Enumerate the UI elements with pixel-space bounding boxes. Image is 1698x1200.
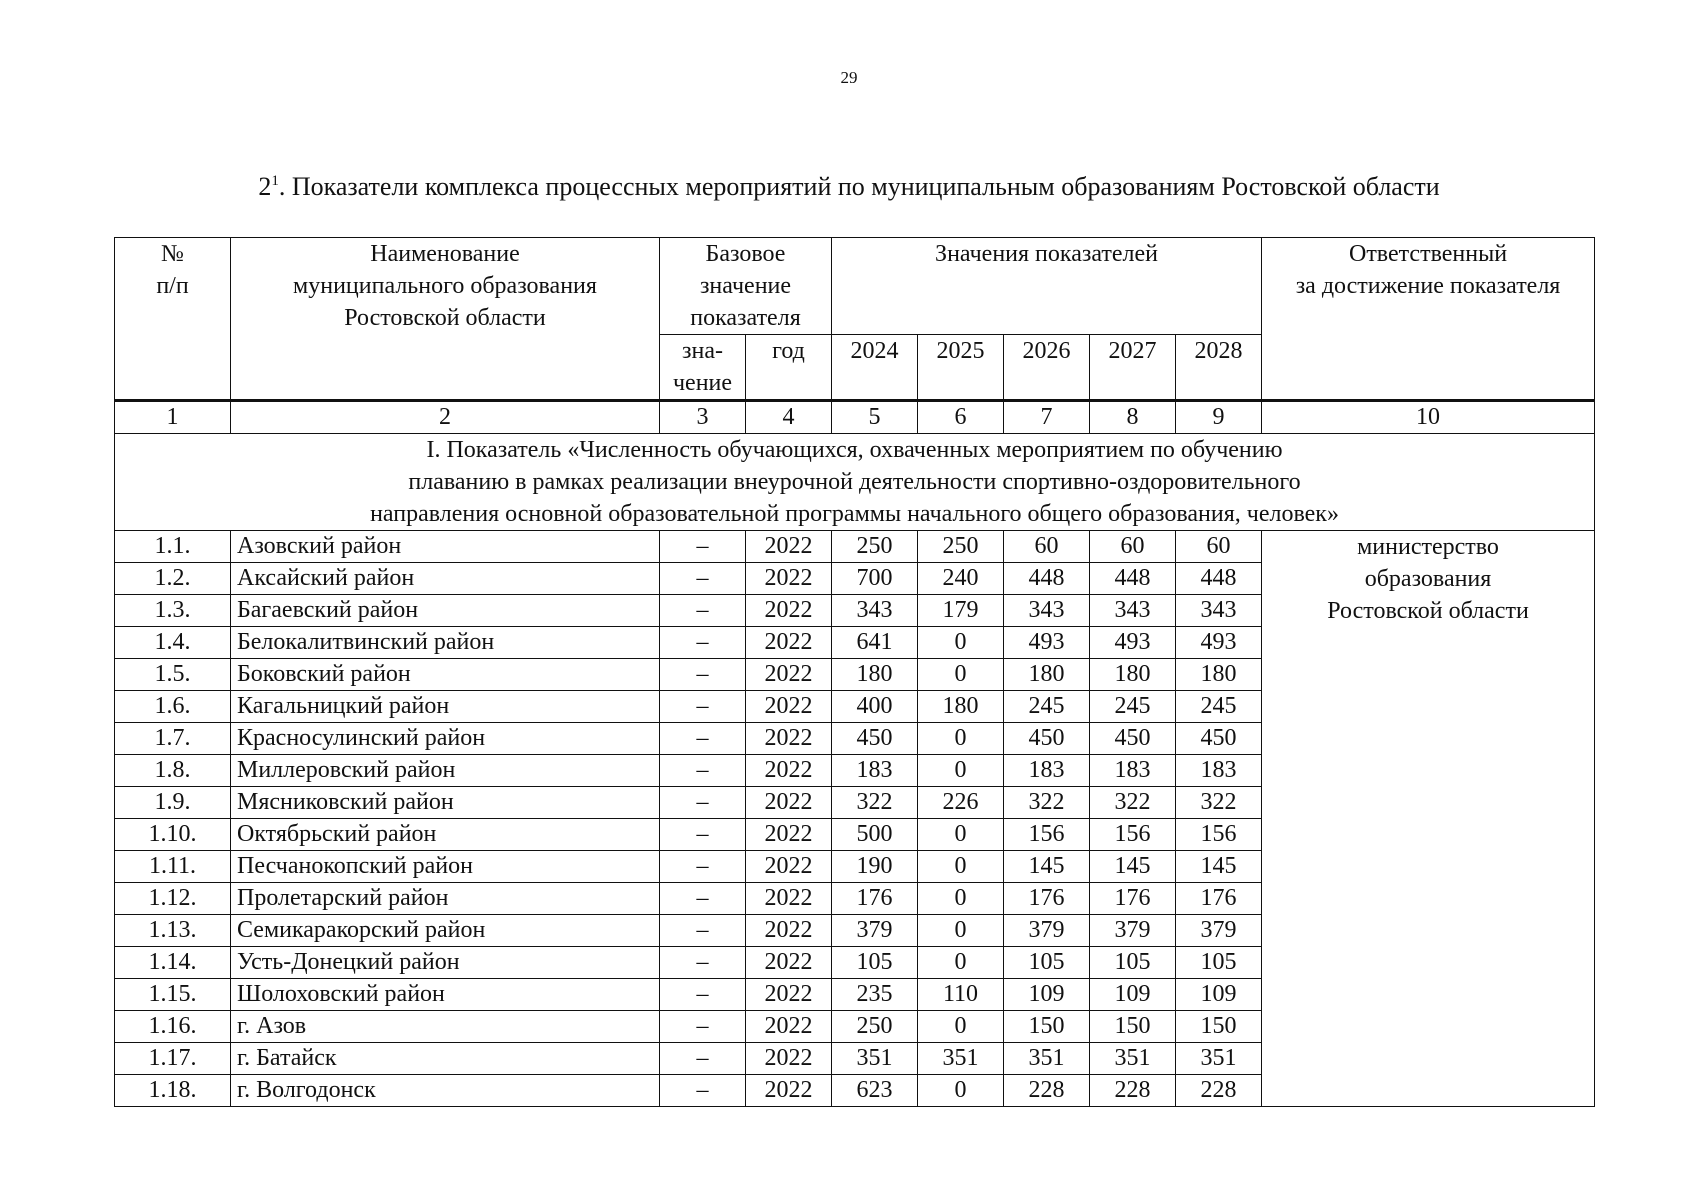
row-value-2025: 179	[918, 595, 1004, 627]
row-value-2026: 145	[1004, 851, 1090, 883]
row-value-2028: 105	[1176, 947, 1262, 979]
row-number: 1.1.	[115, 531, 231, 563]
row-value-2024: 250	[832, 1011, 918, 1043]
row-base-year: 2022	[746, 1075, 832, 1107]
row-value-2028: 450	[1176, 723, 1262, 755]
row-value-2026: 156	[1004, 819, 1090, 851]
row-number: 1.10.	[115, 819, 231, 851]
title-superscript: 1	[271, 173, 279, 189]
row-value-2028: 156	[1176, 819, 1262, 851]
title-text: . Показатели комплекса процессных мероприятий по муниципальным образованиям Ростовской области	[278, 172, 1440, 201]
row-value-2027: 351	[1090, 1043, 1176, 1075]
row-name: г. Азов	[231, 1011, 660, 1043]
row-value-2025: 351	[918, 1043, 1004, 1075]
row-value-2026: 450	[1004, 723, 1090, 755]
row-number: 1.5.	[115, 659, 231, 691]
row-base-value: –	[660, 723, 746, 755]
row-number: 1.12.	[115, 883, 231, 915]
row-value-2028: 176	[1176, 883, 1262, 915]
row-base-value: –	[660, 1011, 746, 1043]
row-base-value: –	[660, 979, 746, 1011]
row-base-year: 2022	[746, 595, 832, 627]
column-number: 9	[1176, 401, 1262, 434]
row-value-2028: 183	[1176, 755, 1262, 787]
row-value-2025: 0	[918, 883, 1004, 915]
header-year-2025: 2025	[918, 335, 1004, 401]
row-value-2026: 379	[1004, 915, 1090, 947]
row-value-2027: 150	[1090, 1011, 1176, 1043]
header-base-year: год	[746, 335, 832, 401]
row-number: 1.15.	[115, 979, 231, 1011]
row-value-2024: 351	[832, 1043, 918, 1075]
row-name: Кагальницкий район	[231, 691, 660, 723]
header-responsible: Ответственный за достижение показателя	[1262, 238, 1595, 401]
row-value-2024: 500	[832, 819, 918, 851]
header-year-2024: 2024	[832, 335, 918, 401]
row-name: Мясниковский район	[231, 787, 660, 819]
row-value-2024: 105	[832, 947, 918, 979]
row-value-2025: 0	[918, 627, 1004, 659]
row-value-2027: 379	[1090, 915, 1176, 947]
row-value-2026: 176	[1004, 883, 1090, 915]
row-value-2025: 0	[918, 1075, 1004, 1107]
row-value-2025: 0	[918, 755, 1004, 787]
row-value-2028: 379	[1176, 915, 1262, 947]
row-value-2028: 180	[1176, 659, 1262, 691]
row-value-2024: 343	[832, 595, 918, 627]
row-value-2027: 448	[1090, 563, 1176, 595]
row-value-2025: 0	[918, 659, 1004, 691]
row-value-2028: 145	[1176, 851, 1262, 883]
row-base-value: –	[660, 1043, 746, 1075]
row-base-value: –	[660, 755, 746, 787]
row-value-2026: 245	[1004, 691, 1090, 723]
row-base-value: –	[660, 851, 746, 883]
row-base-value: –	[660, 563, 746, 595]
row-name: Усть-Донецкий район	[231, 947, 660, 979]
row-value-2027: 176	[1090, 883, 1176, 915]
row-value-2027: 180	[1090, 659, 1176, 691]
row-value-2024: 176	[832, 883, 918, 915]
row-number: 1.14.	[115, 947, 231, 979]
responsible-line: Ростовской области	[1327, 598, 1529, 624]
row-number: 1.7.	[115, 723, 231, 755]
row-value-2026: 448	[1004, 563, 1090, 595]
table-body	[115, 531, 1595, 1107]
row-value-2027: 183	[1090, 755, 1176, 787]
row-value-2027: 156	[1090, 819, 1176, 851]
header-year-2026: 2026	[1004, 335, 1090, 401]
row-value-2025: 250	[918, 531, 1004, 563]
row-name: Песчанокопский район	[231, 851, 660, 883]
document-title	[0, 172, 1698, 202]
row-base-year: 2022	[746, 563, 832, 595]
column-number: 4	[746, 401, 832, 434]
row-name: Белокалитвинский район	[231, 627, 660, 659]
row-value-2027: 450	[1090, 723, 1176, 755]
row-value-2026: 343	[1004, 595, 1090, 627]
responsible-line: образования	[1364, 566, 1492, 592]
row-base-value: –	[660, 595, 746, 627]
row-value-2028: 109	[1176, 979, 1262, 1011]
row-base-year: 2022	[746, 915, 832, 947]
row-value-2027: 145	[1090, 851, 1176, 883]
row-name: Миллеровский район	[231, 755, 660, 787]
responsible-cell	[1262, 531, 1595, 1107]
row-base-value: –	[660, 883, 746, 915]
row-number: 1.18.	[115, 1075, 231, 1107]
row-value-2026: 105	[1004, 947, 1090, 979]
row-name: Октябрьский район	[231, 819, 660, 851]
row-base-year: 2022	[746, 723, 832, 755]
column-numbers-row	[115, 401, 1595, 434]
row-value-2028: 351	[1176, 1043, 1262, 1075]
row-value-2026: 351	[1004, 1043, 1090, 1075]
row-value-2028: 60	[1176, 531, 1262, 563]
row-name: г. Батайск	[231, 1043, 660, 1075]
row-name: г. Волгодонск	[231, 1075, 660, 1107]
row-base-year: 2022	[746, 851, 832, 883]
row-base-value: –	[660, 915, 746, 947]
row-value-2025: 0	[918, 723, 1004, 755]
row-name: Боковский район	[231, 659, 660, 691]
section-row	[115, 434, 1595, 531]
header-values: Значения показателей	[832, 238, 1262, 335]
column-number: 7	[1004, 401, 1090, 434]
row-value-2027: 322	[1090, 787, 1176, 819]
row-value-2026: 493	[1004, 627, 1090, 659]
row-value-2028: 228	[1176, 1075, 1262, 1107]
row-value-2024: 322	[832, 787, 918, 819]
row-base-value: –	[660, 659, 746, 691]
row-base-year: 2022	[746, 947, 832, 979]
row-value-2024: 641	[832, 627, 918, 659]
row-value-2025: 0	[918, 819, 1004, 851]
row-base-value: –	[660, 819, 746, 851]
row-base-value: –	[660, 1075, 746, 1107]
row-value-2025: 226	[918, 787, 1004, 819]
row-base-year: 2022	[746, 755, 832, 787]
row-base-year: 2022	[746, 979, 832, 1011]
column-number: 8	[1090, 401, 1176, 434]
row-value-2025: 240	[918, 563, 1004, 595]
responsible-line: министерство	[1357, 534, 1499, 560]
row-value-2028: 493	[1176, 627, 1262, 659]
row-value-2026: 150	[1004, 1011, 1090, 1043]
row-name: Красносулинский район	[231, 723, 660, 755]
row-value-2027: 228	[1090, 1075, 1176, 1107]
row-value-2028: 343	[1176, 595, 1262, 627]
row-value-2026: 109	[1004, 979, 1090, 1011]
row-number: 1.11.	[115, 851, 231, 883]
row-value-2024: 190	[832, 851, 918, 883]
row-value-2025: 180	[918, 691, 1004, 723]
row-value-2024: 183	[832, 755, 918, 787]
row-base-year: 2022	[746, 659, 832, 691]
row-value-2025: 0	[918, 947, 1004, 979]
row-name: Пролетарский район	[231, 883, 660, 915]
column-number: 5	[832, 401, 918, 434]
row-value-2025: 110	[918, 979, 1004, 1011]
column-number: 10	[1262, 401, 1595, 434]
section-heading: I. Показатель «Численность обучающихся, охваченных мероприятием по обучению плаванию в рамках реализации внеурочной деятельности спортивно-оздоровительного направления основной образовательной программы начального общего образования, человек»	[115, 434, 1595, 531]
row-base-year: 2022	[746, 787, 832, 819]
title-number: 2	[258, 172, 272, 201]
row-base-value: –	[660, 787, 746, 819]
header-base-value: зна- чение	[660, 335, 746, 401]
row-value-2027: 343	[1090, 595, 1176, 627]
row-number: 1.16.	[115, 1011, 231, 1043]
row-value-2027: 105	[1090, 947, 1176, 979]
row-value-2026: 60	[1004, 531, 1090, 563]
row-base-year: 2022	[746, 1043, 832, 1075]
row-value-2024: 623	[832, 1075, 918, 1107]
row-number: 1.8.	[115, 755, 231, 787]
row-name: Аксайский район	[231, 563, 660, 595]
column-number: 6	[918, 401, 1004, 434]
row-value-2025: 0	[918, 915, 1004, 947]
row-value-2026: 228	[1004, 1075, 1090, 1107]
row-value-2024: 379	[832, 915, 918, 947]
row-value-2028: 448	[1176, 563, 1262, 595]
row-name: Семикаракорский район	[231, 915, 660, 947]
header-num: № п/п	[115, 238, 231, 401]
row-value-2026: 183	[1004, 755, 1090, 787]
row-name: Азовский район	[231, 531, 660, 563]
row-value-2024: 400	[832, 691, 918, 723]
row-number: 1.2.	[115, 563, 231, 595]
row-name: Шолоховский район	[231, 979, 660, 1011]
header-year-2028: 2028	[1176, 335, 1262, 401]
row-base-year: 2022	[746, 627, 832, 659]
row-number: 1.17.	[115, 1043, 231, 1075]
row-base-year: 2022	[746, 531, 832, 563]
column-number: 2	[231, 401, 660, 434]
row-number: 1.4.	[115, 627, 231, 659]
header-name: Наименование муниципального образования Ростовской области	[231, 238, 660, 401]
row-value-2028: 245	[1176, 691, 1262, 723]
row-number: 1.6.	[115, 691, 231, 723]
row-value-2025: 0	[918, 1011, 1004, 1043]
row-value-2028: 150	[1176, 1011, 1262, 1043]
row-base-value: –	[660, 627, 746, 659]
row-value-2027: 493	[1090, 627, 1176, 659]
row-value-2024: 235	[832, 979, 918, 1011]
row-base-value: –	[660, 691, 746, 723]
column-number: 1	[115, 401, 231, 434]
row-value-2028: 322	[1176, 787, 1262, 819]
row-name: Багаевский район	[231, 595, 660, 627]
row-number: 1.3.	[115, 595, 231, 627]
header-year-2027: 2027	[1090, 335, 1176, 401]
row-value-2024: 180	[832, 659, 918, 691]
row-base-year: 2022	[746, 819, 832, 851]
header-row-main	[115, 238, 1595, 335]
row-base-year: 2022	[746, 1011, 832, 1043]
row-value-2027: 60	[1090, 531, 1176, 563]
row-base-value: –	[660, 531, 746, 563]
row-base-value: –	[660, 947, 746, 979]
row-value-2024: 700	[832, 563, 918, 595]
indicators-table	[114, 237, 1595, 1107]
header-base: Базовое значение показателя	[660, 238, 832, 335]
table-row	[115, 531, 1595, 563]
row-value-2024: 250	[832, 531, 918, 563]
row-number: 1.13.	[115, 915, 231, 947]
row-base-year: 2022	[746, 691, 832, 723]
row-value-2025: 0	[918, 851, 1004, 883]
row-value-2026: 322	[1004, 787, 1090, 819]
row-value-2027: 245	[1090, 691, 1176, 723]
row-value-2024: 450	[832, 723, 918, 755]
row-value-2027: 109	[1090, 979, 1176, 1011]
column-number: 3	[660, 401, 746, 434]
page-number: 29	[840, 68, 858, 87]
row-value-2026: 180	[1004, 659, 1090, 691]
row-base-year: 2022	[746, 883, 832, 915]
row-number: 1.9.	[115, 787, 231, 819]
